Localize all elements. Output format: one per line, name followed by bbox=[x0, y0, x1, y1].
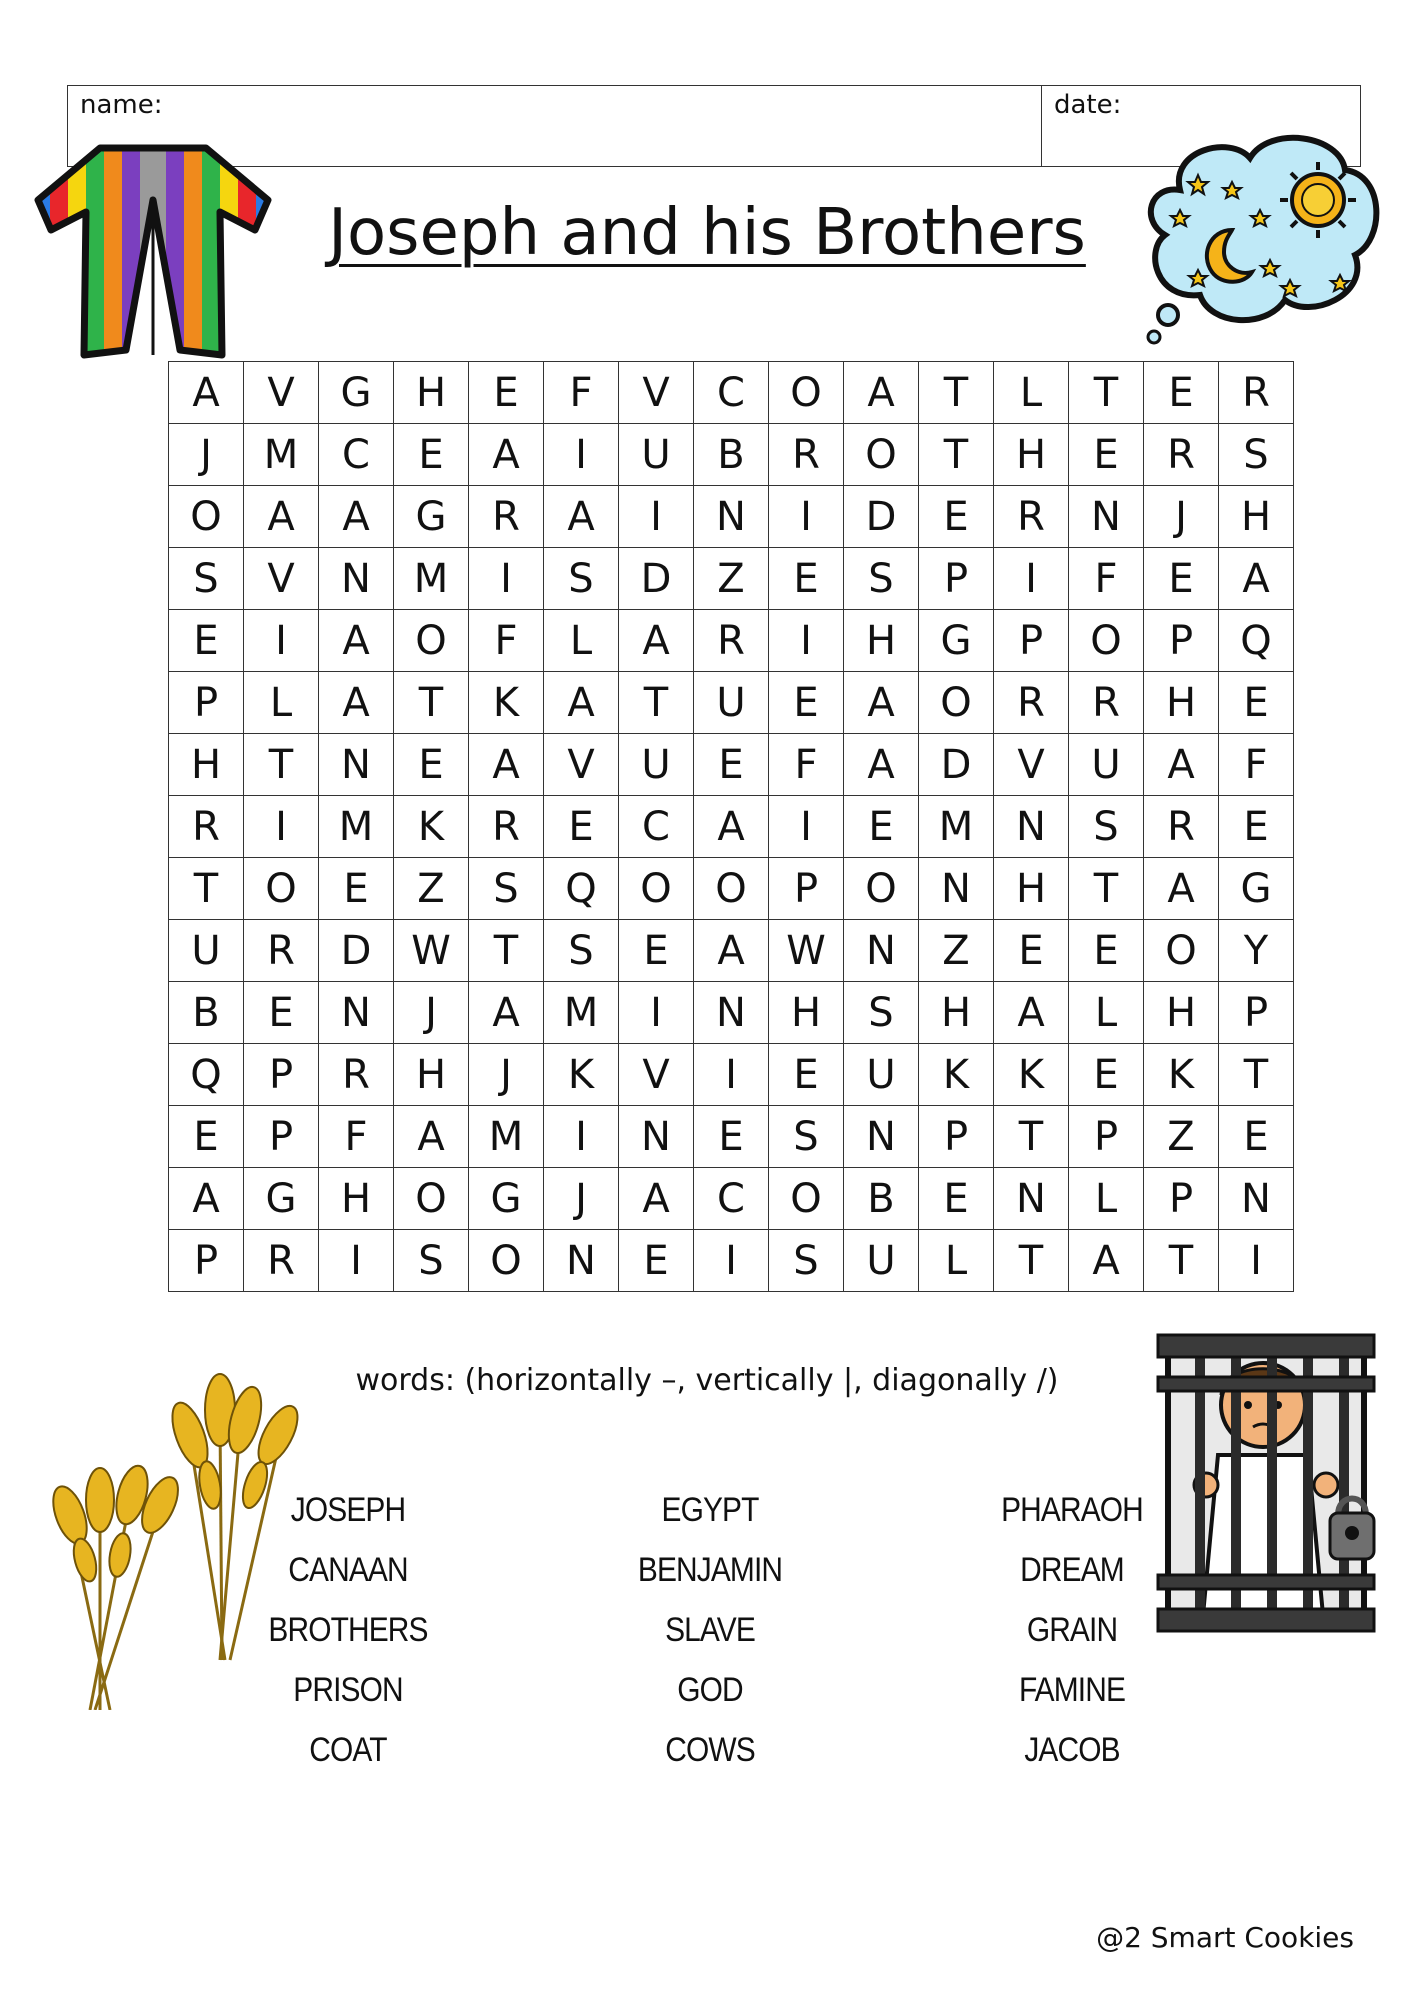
grid-cell[interactable]: R bbox=[694, 610, 769, 672]
grid-cell[interactable]: E bbox=[919, 1168, 994, 1230]
grid-cell[interactable]: V bbox=[619, 362, 694, 424]
grid-cell[interactable]: P bbox=[1144, 610, 1219, 672]
grid-cell[interactable]: J bbox=[1144, 486, 1219, 548]
grid-cell[interactable]: R bbox=[244, 920, 319, 982]
grid-row bbox=[169, 486, 1294, 548]
grid-cell[interactable]: R bbox=[1219, 362, 1294, 424]
grid-cell[interactable]: A bbox=[169, 1168, 244, 1230]
grid-cell[interactable]: I bbox=[619, 486, 694, 548]
word-list-item: PRISON bbox=[293, 1671, 403, 1709]
grid-row bbox=[169, 920, 1294, 982]
word-column-1 bbox=[198, 1480, 498, 1780]
grid-cell[interactable]: I bbox=[694, 1044, 769, 1106]
grid-cell[interactable]: E bbox=[769, 672, 844, 734]
grid-cell[interactable]: N bbox=[694, 982, 769, 1044]
grid-cell[interactable]: U bbox=[619, 424, 694, 486]
grid-cell[interactable]: H bbox=[1144, 982, 1219, 1044]
word-column-2 bbox=[560, 1480, 860, 1780]
grid-cell[interactable]: Z bbox=[694, 548, 769, 610]
grid-cell[interactable]: A bbox=[394, 1106, 469, 1168]
grid-cell[interactable]: J bbox=[544, 1168, 619, 1230]
grid-cell[interactable]: V bbox=[619, 1044, 694, 1106]
grid-cell[interactable]: R bbox=[1144, 424, 1219, 486]
grid-cell[interactable]: L bbox=[1069, 982, 1144, 1044]
grid-cell[interactable]: N bbox=[544, 1230, 619, 1292]
grid-cell[interactable]: I bbox=[319, 1230, 394, 1292]
grid-cell[interactable]: G bbox=[1219, 858, 1294, 920]
grid-cell[interactable]: E bbox=[394, 734, 469, 796]
word-list-item: CANAAN bbox=[288, 1551, 408, 1589]
grid-row bbox=[169, 1044, 1294, 1106]
grid-cell[interactable]: H bbox=[844, 610, 919, 672]
grid-cell[interactable]: E bbox=[769, 548, 844, 610]
grid-cell[interactable]: A bbox=[1069, 1230, 1144, 1292]
grid-cell[interactable]: M bbox=[544, 982, 619, 1044]
grid-cell[interactable]: I bbox=[544, 424, 619, 486]
grid-cell[interactable]: N bbox=[1069, 486, 1144, 548]
grid-cell[interactable]: A bbox=[844, 734, 919, 796]
grid-cell[interactable]: H bbox=[919, 982, 994, 1044]
grid-cell[interactable]: I bbox=[244, 610, 319, 672]
grid-cell[interactable]: E bbox=[1069, 1044, 1144, 1106]
grid-cell[interactable]: S bbox=[1219, 424, 1294, 486]
grid-cell[interactable]: A bbox=[619, 1168, 694, 1230]
grid-cell[interactable]: G bbox=[469, 1168, 544, 1230]
grid-cell[interactable]: J bbox=[394, 982, 469, 1044]
grid-cell[interactable]: U bbox=[1069, 734, 1144, 796]
grid-cell[interactable]: C bbox=[319, 424, 394, 486]
grid-cell[interactable]: E bbox=[1219, 672, 1294, 734]
grid-cell[interactable]: A bbox=[694, 796, 769, 858]
grid-cell[interactable]: H bbox=[394, 1044, 469, 1106]
grid-cell[interactable]: U bbox=[619, 734, 694, 796]
instructions: words: (horizontally –, vertically |, diagonally /) bbox=[355, 1363, 1059, 1398]
grid-cell[interactable]: S bbox=[394, 1230, 469, 1292]
grid-cell[interactable]: E bbox=[619, 1230, 694, 1292]
grid-cell[interactable]: R bbox=[769, 424, 844, 486]
grid-cell[interactable]: H bbox=[994, 858, 1069, 920]
grid-cell[interactable]: T bbox=[619, 672, 694, 734]
word-list-item: COAT bbox=[309, 1731, 387, 1769]
grid-row bbox=[169, 982, 1294, 1044]
word-list-item: JACOB bbox=[1024, 1731, 1120, 1769]
grid-cell[interactable]: U bbox=[169, 920, 244, 982]
grid-cell[interactable]: R bbox=[1069, 672, 1144, 734]
grid-cell[interactable]: M bbox=[469, 1106, 544, 1168]
grid-cell[interactable]: U bbox=[844, 1044, 919, 1106]
grid-cell[interactable]: A bbox=[544, 672, 619, 734]
grid-cell[interactable]: F bbox=[469, 610, 544, 672]
grid-cell[interactable]: S bbox=[769, 1106, 844, 1168]
grid-cell[interactable]: E bbox=[169, 1106, 244, 1168]
grid-cell[interactable]: I bbox=[619, 982, 694, 1044]
grid-cell[interactable]: E bbox=[994, 920, 1069, 982]
grid-cell[interactable]: V bbox=[994, 734, 1069, 796]
word-list-item: GRAIN bbox=[1026, 1611, 1118, 1649]
grid-cell[interactable]: O bbox=[1069, 610, 1144, 672]
grid-cell[interactable]: F bbox=[319, 1106, 394, 1168]
word-list-item: GOD bbox=[677, 1671, 743, 1709]
grid-cell[interactable]: S bbox=[544, 548, 619, 610]
grid-cell[interactable]: O bbox=[844, 858, 919, 920]
grid-cell[interactable]: S bbox=[544, 920, 619, 982]
grid-cell[interactable]: S bbox=[1069, 796, 1144, 858]
word-column-3 bbox=[922, 1480, 1222, 1780]
grid-cell[interactable]: Q bbox=[1219, 610, 1294, 672]
grid-cell[interactable]: U bbox=[694, 672, 769, 734]
page-title: Joseph and his Brothers bbox=[328, 196, 1086, 270]
grid-cell[interactable]: H bbox=[994, 424, 1069, 486]
grid-cell[interactable]: D bbox=[844, 486, 919, 548]
grid-cell[interactable]: F bbox=[1069, 548, 1144, 610]
grid-cell[interactable]: O bbox=[394, 1168, 469, 1230]
grid-cell[interactable]: E bbox=[244, 982, 319, 1044]
word-list-item: FAMINE bbox=[1018, 1671, 1126, 1709]
grid-row bbox=[169, 672, 1294, 734]
grid-row bbox=[169, 548, 1294, 610]
grid-cell[interactable]: N bbox=[994, 796, 1069, 858]
grid-cell[interactable]: Z bbox=[394, 858, 469, 920]
grid-cell[interactable]: P bbox=[919, 548, 994, 610]
grid-cell[interactable]: P bbox=[169, 672, 244, 734]
grid-cell[interactable]: P bbox=[919, 1106, 994, 1168]
grid-row bbox=[169, 1168, 1294, 1230]
grid-cell[interactable]: E bbox=[319, 858, 394, 920]
grid-cell[interactable]: I bbox=[769, 796, 844, 858]
grid-cell[interactable]: O bbox=[844, 424, 919, 486]
grid-cell[interactable]: L bbox=[994, 362, 1069, 424]
grid-cell[interactable]: T bbox=[994, 1230, 1069, 1292]
grid-cell[interactable]: M bbox=[244, 424, 319, 486]
grid-cell[interactable]: F bbox=[769, 734, 844, 796]
grid-cell[interactable]: N bbox=[844, 920, 919, 982]
grid-cell[interactable]: B bbox=[169, 982, 244, 1044]
grid-cell[interactable]: H bbox=[1144, 672, 1219, 734]
grid-cell[interactable]: R bbox=[994, 486, 1069, 548]
grid-cell[interactable]: P bbox=[994, 610, 1069, 672]
grid-cell[interactable]: K bbox=[919, 1044, 994, 1106]
grid-cell[interactable]: A bbox=[1144, 734, 1219, 796]
grid-cell[interactable]: N bbox=[1219, 1168, 1294, 1230]
grid-cell[interactable]: G bbox=[394, 486, 469, 548]
grid-cell[interactable]: T bbox=[1144, 1230, 1219, 1292]
word-search-grid bbox=[168, 361, 1294, 1292]
grid-cell[interactable]: N bbox=[319, 734, 394, 796]
grid-cell[interactable]: R bbox=[169, 796, 244, 858]
grid-cell[interactable]: E bbox=[1144, 548, 1219, 610]
grid-cell[interactable]: L bbox=[1069, 1168, 1144, 1230]
grid-cell[interactable]: F bbox=[1219, 734, 1294, 796]
grid-cell[interactable]: R bbox=[319, 1044, 394, 1106]
grid-cell[interactable]: Q bbox=[169, 1044, 244, 1106]
grid-cell[interactable]: I bbox=[994, 548, 1069, 610]
grid-cell[interactable]: O bbox=[469, 1230, 544, 1292]
grid-cell[interactable]: A bbox=[844, 362, 919, 424]
grid-cell[interactable]: A bbox=[469, 734, 544, 796]
word-list-item: PHARAOH bbox=[1001, 1491, 1143, 1529]
grid-cell[interactable]: E bbox=[844, 796, 919, 858]
grid-cell[interactable]: T bbox=[169, 858, 244, 920]
grid-row bbox=[169, 362, 1294, 424]
word-list-item: SLAVE bbox=[665, 1611, 755, 1649]
grid-cell[interactable]: P bbox=[244, 1106, 319, 1168]
grid-cell[interactable]: O bbox=[394, 610, 469, 672]
grid-cell[interactable]: S bbox=[844, 548, 919, 610]
grid-cell[interactable]: S bbox=[769, 1230, 844, 1292]
grid-cell[interactable]: A bbox=[319, 672, 394, 734]
grid-cell[interactable]: T bbox=[919, 362, 994, 424]
grid-cell[interactable]: H bbox=[169, 734, 244, 796]
grid-cell[interactable]: I bbox=[469, 548, 544, 610]
name-label: name: bbox=[80, 90, 163, 120]
grid-cell[interactable]: L bbox=[244, 672, 319, 734]
grid-cell[interactable]: O bbox=[769, 1168, 844, 1230]
grid-cell[interactable]: T bbox=[1069, 858, 1144, 920]
grid-cell[interactable]: R bbox=[1144, 796, 1219, 858]
grid-cell[interactable]: V bbox=[244, 548, 319, 610]
grid-cell[interactable]: R bbox=[994, 672, 1069, 734]
grid-cell[interactable]: A bbox=[1144, 858, 1219, 920]
grid-cell[interactable]: I bbox=[1219, 1230, 1294, 1292]
grid-cell[interactable]: A bbox=[994, 982, 1069, 1044]
grid-cell[interactable]: B bbox=[694, 424, 769, 486]
grid-cell[interactable]: U bbox=[844, 1230, 919, 1292]
grid-cell[interactable]: O bbox=[694, 858, 769, 920]
grid-cell[interactable]: N bbox=[619, 1106, 694, 1168]
grid-cell[interactable]: A bbox=[694, 920, 769, 982]
grid-cell[interactable]: O bbox=[244, 858, 319, 920]
grid-cell[interactable]: I bbox=[694, 1230, 769, 1292]
grid-row bbox=[169, 734, 1294, 796]
grid-cell[interactable]: E bbox=[694, 1106, 769, 1168]
grid-cell[interactable]: A bbox=[319, 486, 394, 548]
grid-cell[interactable]: C bbox=[619, 796, 694, 858]
grid-cell[interactable]: H bbox=[1219, 486, 1294, 548]
grid-cell[interactable]: E bbox=[1219, 796, 1294, 858]
grid-cell[interactable]: A bbox=[844, 672, 919, 734]
grid-cell[interactable]: G bbox=[244, 1168, 319, 1230]
grid-cell[interactable]: I bbox=[769, 610, 844, 672]
grid-cell[interactable]: T bbox=[1069, 362, 1144, 424]
grid-row bbox=[169, 424, 1294, 486]
grid-cell[interactable]: N bbox=[919, 858, 994, 920]
grid-row bbox=[169, 1106, 1294, 1168]
grid-cell[interactable]: P bbox=[1219, 982, 1294, 1044]
grid-cell[interactable]: A bbox=[319, 610, 394, 672]
grid-cell[interactable]: K bbox=[994, 1044, 1069, 1106]
word-list-item: EGYPT bbox=[661, 1491, 759, 1529]
grid-cell[interactable]: A bbox=[469, 982, 544, 1044]
grid-cell[interactable]: A bbox=[544, 486, 619, 548]
grid-cell[interactable]: I bbox=[244, 796, 319, 858]
grid-cell[interactable]: E bbox=[394, 424, 469, 486]
grid-cell[interactable]: E bbox=[1069, 424, 1144, 486]
grid-cell[interactable]: L bbox=[544, 610, 619, 672]
grid-cell[interactable]: C bbox=[694, 362, 769, 424]
grid-cell[interactable]: O bbox=[169, 486, 244, 548]
grid-cell[interactable]: F bbox=[544, 362, 619, 424]
grid-cell[interactable]: O bbox=[919, 672, 994, 734]
grid-cell[interactable]: M bbox=[319, 796, 394, 858]
grid-cell[interactable]: R bbox=[469, 796, 544, 858]
word-list-item: BENJAMIN bbox=[637, 1551, 783, 1589]
grid-cell[interactable]: J bbox=[169, 424, 244, 486]
grid-cell[interactable]: C bbox=[694, 1168, 769, 1230]
grid-cell[interactable]: T bbox=[994, 1106, 1069, 1168]
grid-cell[interactable]: P bbox=[244, 1044, 319, 1106]
grid-cell[interactable]: E bbox=[919, 486, 994, 548]
grid-cell[interactable]: P bbox=[1069, 1106, 1144, 1168]
grid-cell[interactable]: N bbox=[319, 982, 394, 1044]
grid-cell[interactable]: A bbox=[169, 362, 244, 424]
grid-cell[interactable]: E bbox=[619, 920, 694, 982]
grid-cell[interactable]: A bbox=[244, 486, 319, 548]
grid-cell[interactable]: E bbox=[544, 796, 619, 858]
grid-cell[interactable]: H bbox=[394, 362, 469, 424]
grid-cell[interactable]: D bbox=[619, 548, 694, 610]
word-list-item: JOSEPH bbox=[290, 1491, 406, 1529]
grid-cell[interactable]: K bbox=[1144, 1044, 1219, 1106]
grid-cell[interactable]: K bbox=[544, 1044, 619, 1106]
grid-cell[interactable]: Q bbox=[544, 858, 619, 920]
grid-cell[interactable]: B bbox=[844, 1168, 919, 1230]
grid-cell[interactable]: G bbox=[319, 362, 394, 424]
grid-cell[interactable]: W bbox=[394, 920, 469, 982]
grid-cell[interactable]: W bbox=[769, 920, 844, 982]
grid-cell[interactable]: O bbox=[769, 362, 844, 424]
grid-cell[interactable]: H bbox=[319, 1168, 394, 1230]
date-label: date: bbox=[1054, 90, 1122, 120]
grid-cell[interactable]: E bbox=[1219, 1106, 1294, 1168]
grid-cell[interactable]: O bbox=[619, 858, 694, 920]
grid-cell[interactable]: P bbox=[169, 1230, 244, 1292]
grid-cell[interactable]: Z bbox=[919, 920, 994, 982]
grid-cell[interactable]: K bbox=[394, 796, 469, 858]
grid-cell[interactable]: S bbox=[469, 858, 544, 920]
grid-cell[interactable]: E bbox=[1069, 920, 1144, 982]
grid-row bbox=[169, 1230, 1294, 1292]
grid-cell[interactable]: A bbox=[469, 424, 544, 486]
grid-cell[interactable]: N bbox=[844, 1106, 919, 1168]
word-list-item: BROTHERS bbox=[268, 1611, 428, 1649]
grid-cell[interactable]: T bbox=[394, 672, 469, 734]
grid-cell[interactable]: A bbox=[1219, 548, 1294, 610]
word-list-item: DREAM bbox=[1020, 1551, 1124, 1589]
grid-cell[interactable]: E bbox=[769, 1044, 844, 1106]
grid-cell[interactable]: E bbox=[1144, 362, 1219, 424]
grid-cell[interactable]: D bbox=[319, 920, 394, 982]
grid-cell[interactable]: G bbox=[919, 610, 994, 672]
grid-cell[interactable]: S bbox=[169, 548, 244, 610]
grid-cell[interactable]: Z bbox=[1144, 1106, 1219, 1168]
grid-cell[interactable]: H bbox=[769, 982, 844, 1044]
copyright: @2 Smart Cookies bbox=[1096, 1921, 1354, 1954]
grid-cell[interactable]: M bbox=[394, 548, 469, 610]
grid-cell[interactable]: S bbox=[844, 982, 919, 1044]
grid-cell[interactable]: R bbox=[244, 1230, 319, 1292]
grid-cell[interactable]: D bbox=[919, 734, 994, 796]
grid-cell[interactable]: R bbox=[469, 486, 544, 548]
grid-cell[interactable]: I bbox=[544, 1106, 619, 1168]
grid-row bbox=[169, 610, 1294, 672]
grid-cell[interactable]: E bbox=[694, 734, 769, 796]
grid-cell[interactable]: V bbox=[544, 734, 619, 796]
grid-cell[interactable]: T bbox=[919, 424, 994, 486]
grid-cell[interactable]: N bbox=[319, 548, 394, 610]
grid-cell[interactable]: E bbox=[469, 362, 544, 424]
grid-cell[interactable]: I bbox=[769, 486, 844, 548]
grid-cell[interactable]: A bbox=[619, 610, 694, 672]
grid-cell[interactable]: V bbox=[244, 362, 319, 424]
grid-row bbox=[169, 858, 1294, 920]
grid-cell[interactable]: K bbox=[469, 672, 544, 734]
grid-row bbox=[169, 796, 1294, 858]
grid-cell[interactable]: P bbox=[769, 858, 844, 920]
grid-cell[interactable]: N bbox=[994, 1168, 1069, 1230]
grid-cell[interactable]: N bbox=[694, 486, 769, 548]
grid-cell[interactable]: O bbox=[1144, 920, 1219, 982]
grid-cell[interactable]: L bbox=[919, 1230, 994, 1292]
grid-cell[interactable]: E bbox=[169, 610, 244, 672]
grid-cell[interactable]: M bbox=[919, 796, 994, 858]
grid-cell[interactable]: P bbox=[1144, 1168, 1219, 1230]
grid-cell[interactable]: T bbox=[469, 920, 544, 982]
grid-cell[interactable]: J bbox=[469, 1044, 544, 1106]
grid-cell[interactable]: T bbox=[1219, 1044, 1294, 1106]
grid-cell[interactable]: Y bbox=[1219, 920, 1294, 982]
grid-cell[interactable]: T bbox=[244, 734, 319, 796]
word-list-item: COWS bbox=[665, 1731, 755, 1769]
